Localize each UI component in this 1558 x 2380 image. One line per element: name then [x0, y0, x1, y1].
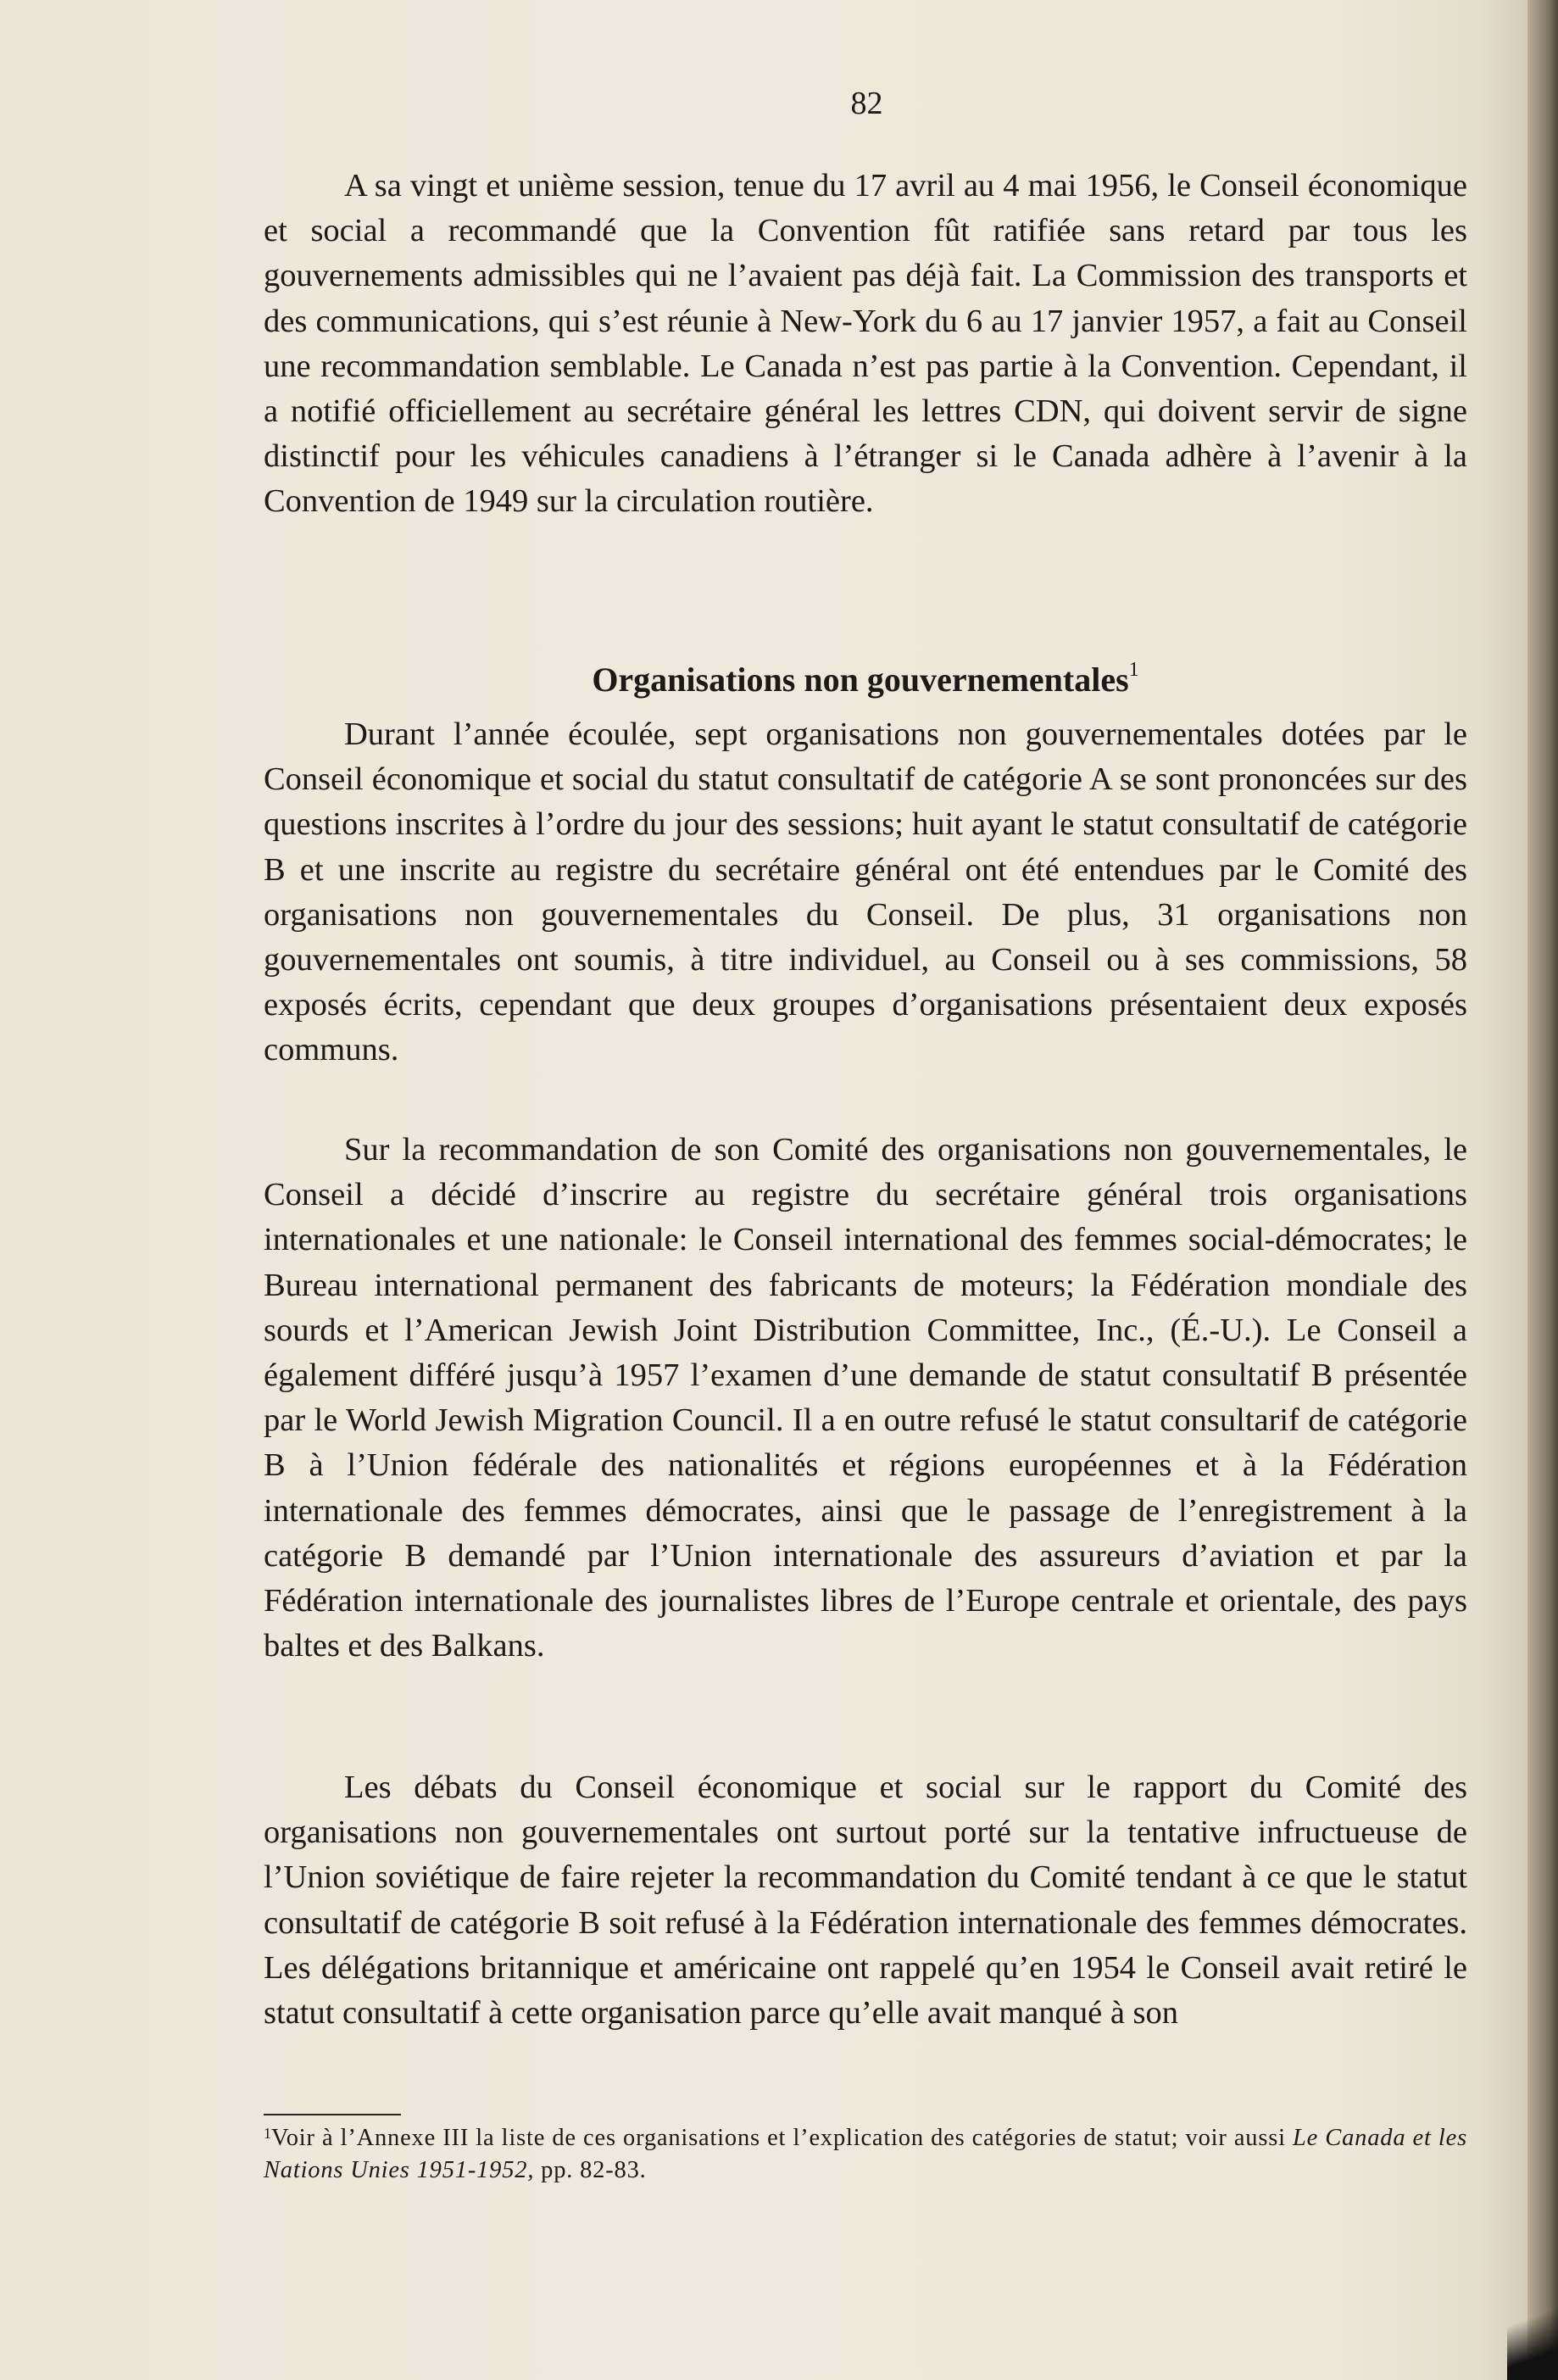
paragraph-text: Sur la recommandation de son Comité des organisations non gouvernementales, le Conseil a décidé d’inscrire au registre du secrétaire général trois organisations internationales et une nationale: le Conseil international des femmes social-démocrates; le Bureau international permanent des fabricants de moteurs; la Fédération mondiale des sourds et l’American Jewish Joint Distribution Committee, Inc., (É.-U.). Le Conseil a également différé jusqu’à 1957 l’examen d’une demande de statut consultatif B présentée par le World Jewish Migration Council. Il a en outre refusé le statut consultarif de catégorie B à l’Union fédérale des nationalités et régions européennes et à la Fédération internationale des femmes démocrates, ainsi que le passage de l’enregistrement à la catégorie B demandé par l’Union internationale des assureurs d’aviation et par la Fédération internationale des journalistes libres de l’Europe centrale et orientale, des pays baltes et des Balkans. [264, 1132, 1467, 1664]
page-edge-shadow [1527, 0, 1558, 2380]
footnote-divider [264, 2114, 401, 2115]
paragraph-text: Durant l’année écoulée, sept organisations non gouvernementales dotées par le Conseil économique et social du statut consultatif de catégorie A se sont prononcées sur des questions inscrites à l’ordre du jour des sessions; huit ayant le statut consultatif de catégorie B et une inscrite au registre du secrétaire général ont été entendues par le Comité des organisations non gouvernementales du Conseil. De plus, 31 organisations non gouvernementales ont soumis, à titre individuel, au Conseil ou à ses commissions, 58 exposés écrits, cependant que deux groupes d’organisations présentaient deux exposés communs. [264, 716, 1467, 1068]
section-heading [264, 644, 1467, 705]
page-corner-shadow [1507, 2278, 1558, 2380]
footnote-text: Voir à l’Annexe III la liste de ces organisations et l’explication des catégories de statut; voir aussi [271, 2125, 1294, 2151]
heading-footnote-ref: 1 [1128, 659, 1139, 681]
section-heading-text: Organisations non gouvernementales [592, 660, 1129, 699]
paragraph-council-debates [264, 1765, 1467, 2036]
paragraph-ngo-registration [264, 1128, 1467, 1669]
paragraph-convention [264, 164, 1467, 525]
page-number: 82 [850, 86, 883, 121]
paragraph-text: A sa vingt et unième session, tenue du 17 avril au 4 mai 1956, le Conseil économique et social a recommandé que la Convention fût ratifiée sans retard par tous les gouvernements admissibles qui ne l’avaient pas déjà fait. La Commission des transports et des communications, qui s’est réunie à New-York du 6 au 17 janvier 1957, a fait au Conseil une recommandation semblable. Le Canada n’est pas partie à la Convention. Cependant, il a notifié officiellement au secrétaire général les lettres CDN, qui doivent servir de signe distinctif pour les véhicules canadiens à l’étranger si le Canada adhère à l’avenir à la Convention de 1949 sur la circulation routière. [264, 168, 1467, 520]
footnote [264, 2117, 1467, 2187]
footnote-pages: pp. 82-83. [534, 2157, 647, 2183]
footnote-marker: 1 [264, 2125, 271, 2142]
footnote-title: Le Canada et les Nations Unies 1951-1952, [264, 2125, 1467, 2183]
paragraph-text: Les débats du Conseil économique et social sur le rapport du Comité des organisations non gouvernementales ont surtout porté sur la tentative infructueuse de l’Union soviétique de faire rejeter la recommandation du Comité tendant à ce que le statut consultatif de catégorie B soit refusé à la Fédération internationale des femmes démocrates. Les délégations britannique et américaine ont rappelé qu’en 1954 le Conseil avait retiré le statut consultatif à cette organisation parce qu’elle avait manqué à son [264, 1770, 1467, 2032]
paragraph-ngo-activity [264, 712, 1467, 1073]
